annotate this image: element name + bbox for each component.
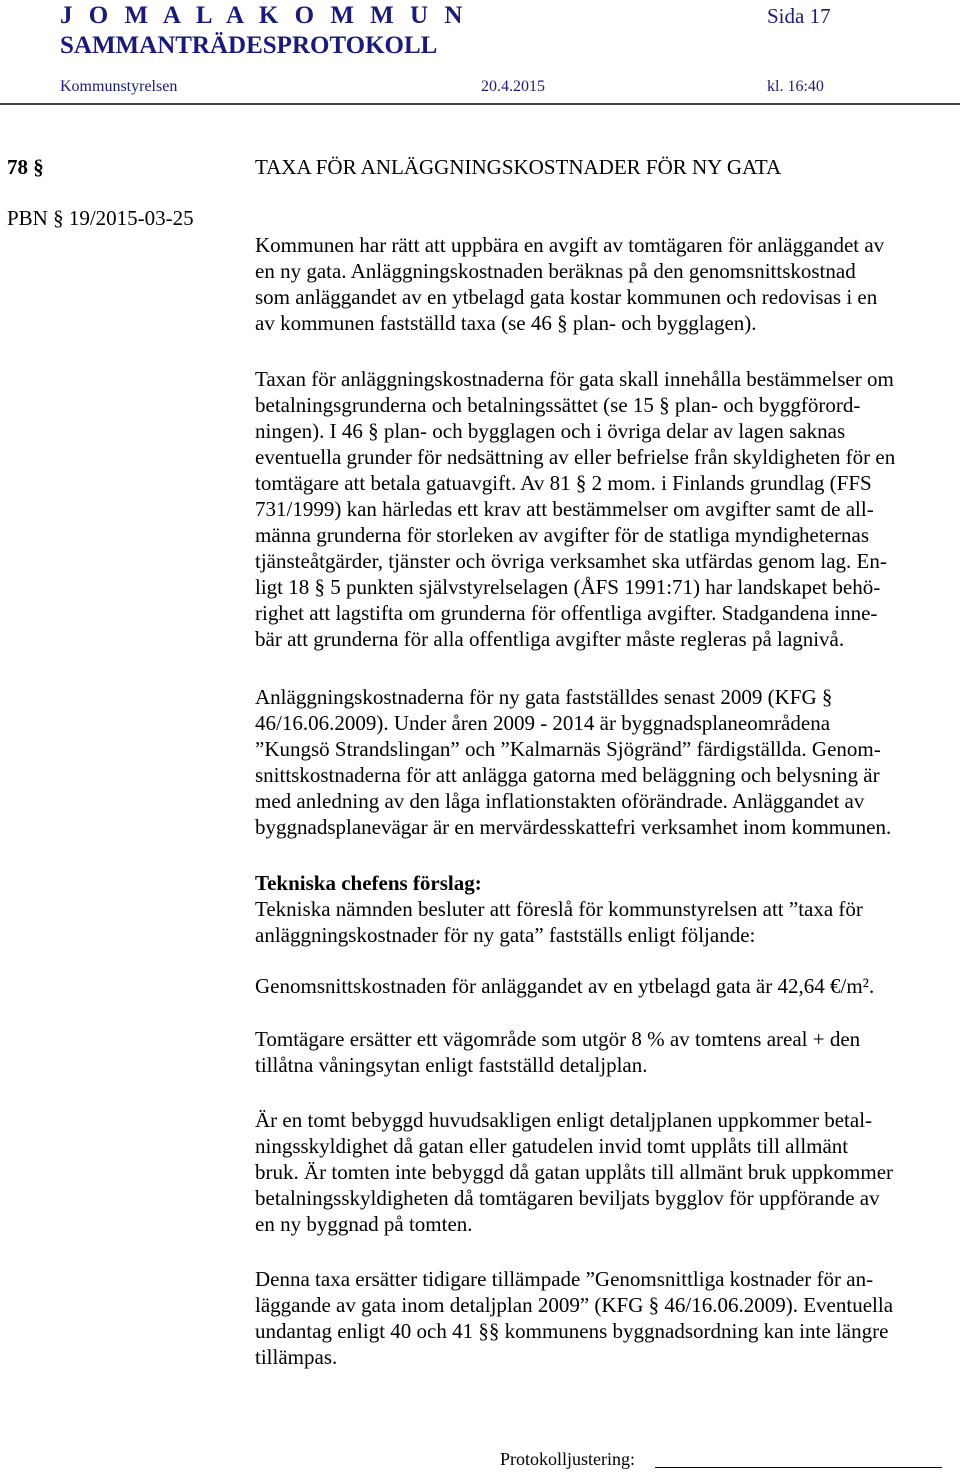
text-line: betalningsskyldigheten då tomtägaren beviljats bygglov för uppförande av (255, 1186, 880, 1210)
text-line: betalningsgrunderna och betalningssättet (se 15 § plan- och byggförord- (255, 393, 861, 417)
text-line: en ny gata. Anläggningskostnaden beräknas på den genomsnittskostnad (255, 259, 856, 283)
meeting-time: kl. 16:40 (767, 78, 824, 95)
proposal-section (255, 870, 955, 948)
text-line: 46/16.06.2009). Under åren 2009 - 2014 är byggnadsplaneområdena (255, 711, 831, 735)
signature-line (655, 1467, 942, 1468)
text-line: som anläggandet av en ytbelagd gata kostar kommunen och redovisas i en (255, 285, 878, 309)
text-line: eventuella grunder för nedsättning av eller befrielse från skyldigheten för en (255, 445, 896, 469)
text-line: ningsskyldighet då gatan eller gatudelen invid tomt upplåts till allmänt (255, 1134, 849, 1158)
protocol-verification-label: Protokolljustering: (500, 1449, 635, 1469)
paragraph-previous-costs (255, 684, 955, 840)
text-line: tomtägare att betala gatuavgift. Av 81 § 2 mom. i Finlands grundlag (FFS (255, 471, 872, 495)
text-line: Tekniska nämnden besluter att föreslå för kommunstyrelsen att ”taxa för (255, 897, 863, 921)
text-line: tillåtna våningsytan enligt fastställd detaljplan. (255, 1053, 648, 1077)
paragraph-average-cost (255, 973, 955, 999)
municipality-name: J O M A L A K O M M U N (60, 2, 468, 29)
header-divider (0, 103, 960, 105)
text-line: med anledning av den låga inflationstakten oförändrade. Anläggandet av (255, 789, 865, 813)
text-line: ”Kungsö Strandslingan” och ”Kalmarnäs Sjögränd” färdigställda. Genom- (255, 737, 881, 761)
protocol-title: SAMMANTRÄDESPROTOKOLL (60, 32, 438, 59)
text-line: Kommunen har rätt att uppbära en avgift av tomtägaren för anläggandet av (255, 233, 885, 257)
section-title: TAXA FÖR ANLÄGGNINGSKOSTNADER FÖR NY GATA (255, 155, 782, 179)
paragraph-road-area (255, 1026, 955, 1078)
text-line: Tomtägare ersätter ett vägområde som utgör 8 % av tomtens areal + den (255, 1027, 861, 1051)
text-line: läggande av gata inom detaljplan 2009” (KFG § 46/16.06.2009). Eventuella (255, 1293, 894, 1317)
text-line: Genomsnittskostnaden för anläggandet av en ytbelagd gata är 42,64 €/m². (255, 974, 875, 998)
text-line: anläggningskostnader för ny gata” fastställs enligt följande: (255, 923, 756, 947)
meeting-body: Kommunstyrelsen (60, 78, 178, 95)
text-line: männa grunderna för storleken av avgifter för de statliga myndigheternas (255, 523, 870, 547)
text-line: av kommunen fastställd taxa (se 46 § plan- och bygglagen). (255, 311, 757, 335)
section-reference: PBN § 19/2015-03-25 (7, 206, 194, 230)
text-line: tjänsteåtgärder, tjänster och övriga verksamhet ska utfärdas genom lag. En- (255, 549, 887, 573)
text-line: bruk. Är tomten inte bebyggd då gatan upplåts till allmänt bruk uppkommer (255, 1160, 894, 1184)
paragraph-legal-basis (255, 366, 955, 652)
text-line: undantag enligt 40 och 41 §§ kommunens byggnadsordning kan inte längre (255, 1319, 889, 1343)
text-line: 731/1999) kan härledas ett krav att bestämmelser om avgifter samt de all- (255, 497, 874, 521)
paragraph-fee-right (255, 232, 955, 336)
text-line: Taxan för anläggningskostnaderna för gata skall innehålla bestämmelser om (255, 367, 894, 391)
meeting-date: 20.4.2015 (481, 78, 545, 95)
section-number: 78 § (7, 155, 44, 179)
text-line: byggnadsplanevägar är en mervärdesskattefri verksamhet inom kommunen. (255, 815, 892, 839)
text-line: bär att grunderna för alla offentliga avgifter måste regleras på lagnivå. (255, 627, 845, 651)
text-line: en ny byggnad på tomten. (255, 1212, 473, 1236)
text-line: Är en tomt bebyggd huvudsakligen enligt detaljplanen uppkommer betal- (255, 1108, 873, 1132)
text-line: Denna taxa ersätter tidigare tillämpade ”Genomsnittliga kostnader för an- (255, 1267, 874, 1291)
text-line: ningen). I 46 § plan- och bygglagen och i övriga delar av lagen saknas (255, 419, 846, 443)
text-line: snittskostnaderna för att anlägga gatorna med beläggning och belysning är (255, 763, 880, 787)
page-number: Sida 17 (767, 4, 831, 28)
text-line: tillämpas. (255, 1345, 338, 1369)
proposal-heading: Tekniska chefens förslag: (255, 871, 482, 895)
text-line: Anläggningskostnaderna för ny gata fastställdes senast 2009 (KFG § (255, 685, 833, 709)
paragraph-payment-obligation (255, 1107, 955, 1237)
text-line: ligt 18 § 5 punkten självstyrelselagen (ÅFS 1991:71) har landskapet behö- (255, 575, 881, 599)
text-line: righet att lagstifta om grunderna för offentliga avgifter. Stadgandena inne- (255, 601, 878, 625)
paragraph-replaces (255, 1266, 955, 1370)
